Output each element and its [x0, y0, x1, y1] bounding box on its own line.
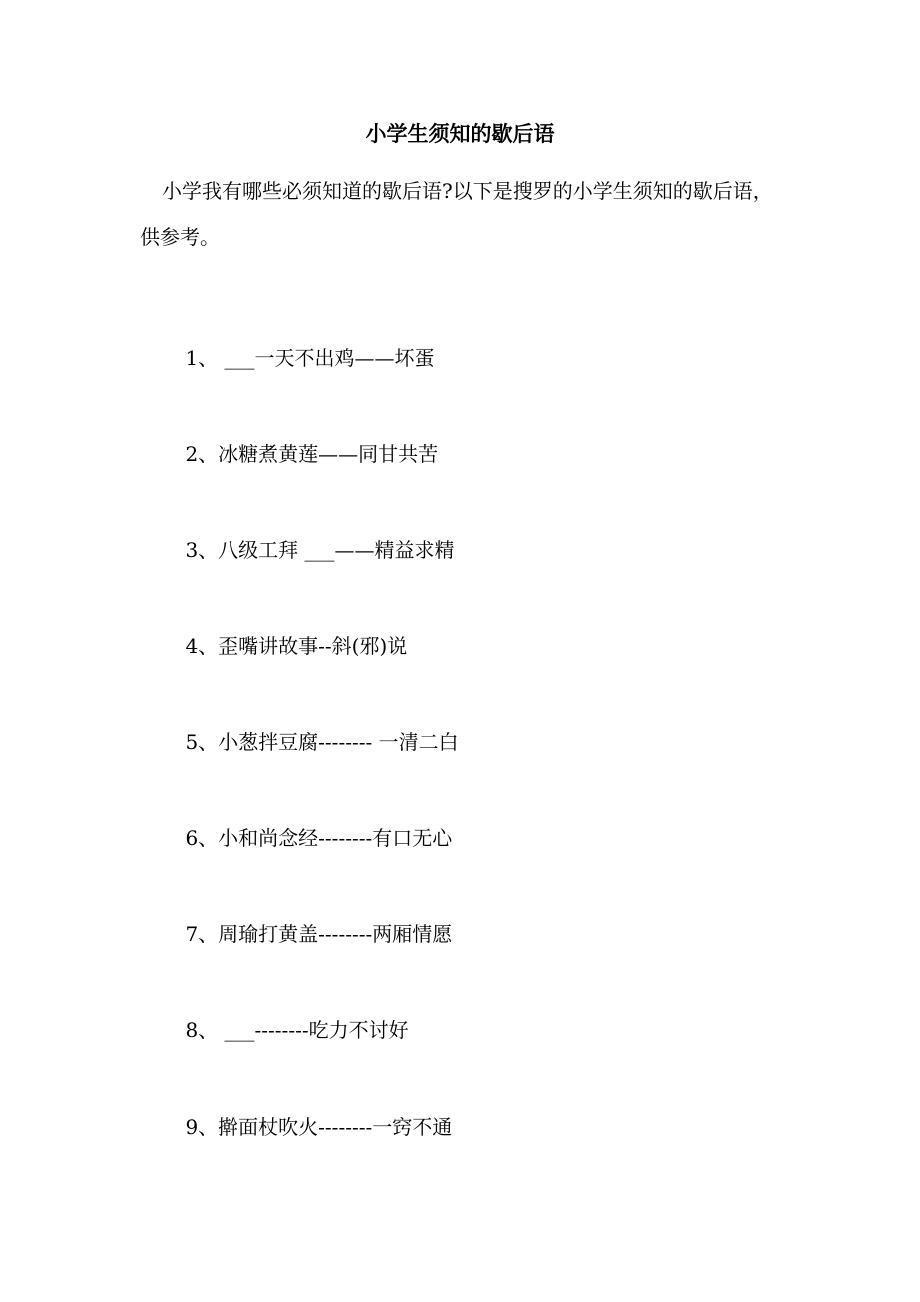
intro-paragraph: 小学我有哪些必须知道的歇后语?以下是搜罗的小学生须知的歇后语，供参考。	[140, 179, 773, 249]
item-text: 歪嘴讲故事--斜(邪)说	[218, 634, 408, 658]
list-item	[160, 510, 455, 587]
item-text: 冰糖煮黄莲——同甘共苦	[218, 442, 439, 466]
list-item	[160, 702, 459, 779]
list-item	[160, 894, 452, 971]
list-item	[160, 1087, 452, 1164]
item-number: 7、	[185, 922, 219, 946]
item-number: 1、	[185, 346, 219, 370]
item-number: 9、	[185, 1115, 219, 1139]
item-text: ___一天不出鸡——坏蛋	[218, 346, 435, 370]
item-text: 周瑜打黄盖--------两厢情愿	[218, 922, 453, 946]
item-number: 3、	[185, 538, 219, 562]
item-number: 8、	[185, 1018, 219, 1042]
item-text: 八级工拜 ___——精益求精	[218, 538, 455, 562]
list-item	[160, 798, 452, 875]
item-number: 5、	[185, 730, 219, 754]
list-item	[160, 318, 435, 395]
item-text: 小和尚念经--------有口无心	[218, 826, 453, 850]
item-number: 6、	[185, 826, 219, 850]
document-title: 小学生须知的歇后语	[365, 121, 555, 146]
list-item	[160, 990, 409, 1067]
item-text: ___--------吃力不讨好	[218, 1018, 409, 1042]
item-text: 小葱拌豆腐-------- 一清二白	[218, 730, 459, 754]
item-number: 4、	[185, 634, 219, 658]
item-text: 擀面杖吹火--------一窍不通	[218, 1115, 453, 1139]
list-item	[160, 606, 407, 683]
item-number: 2、	[185, 442, 219, 466]
list-item	[160, 414, 438, 491]
